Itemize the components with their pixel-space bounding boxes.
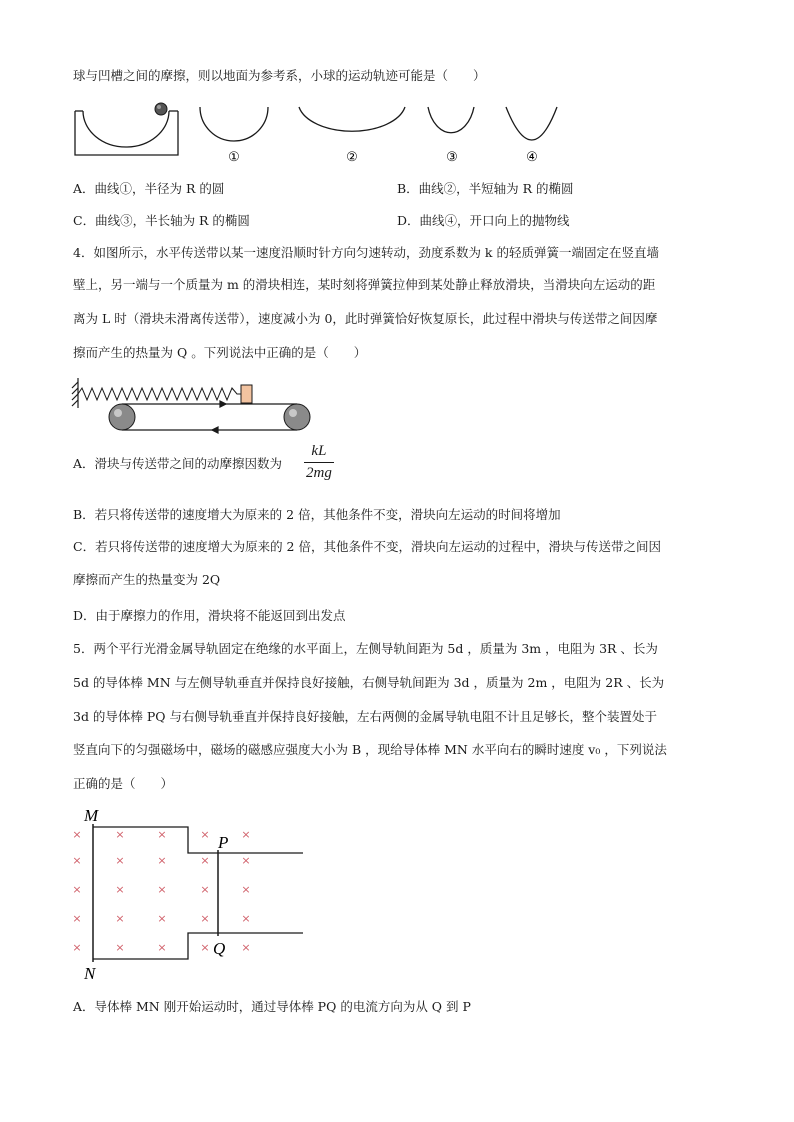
wall (72, 378, 78, 408)
q4-option-a-fraction (304, 443, 334, 482)
q3-stem-tail: 球与凹槽之间的摩擦，则以地面为参考系，小球的运动轨迹可能是（ ） (73, 68, 486, 83)
field-x-mark: × (115, 854, 125, 867)
field-x-mark: × (72, 912, 82, 925)
field-x-mark: × (200, 883, 210, 896)
fraction-denominator: 2mg (306, 465, 332, 481)
q5-option-a: A．导体棒 MN 刚开始运动时，通过导体棒 PQ 的电流方向为从 Q 到 P (73, 999, 471, 1014)
field-x-mark: × (72, 883, 82, 896)
q4-conveyor-figure (0, 372, 794, 442)
q3-option-b: B．曲线②，半短轴为 R 的椭圆 (397, 181, 574, 196)
q5-stem-line-3: 3d 的导体棒 PQ 与右侧导轨垂直并保持良好接触，左右两侧的金属导轨电阻不计且足够长，整个装置处于 (73, 709, 658, 724)
field-x-mark: × (200, 854, 210, 867)
field-x-mark: × (115, 828, 125, 841)
field-x-mark: × (115, 912, 125, 925)
field-x-mark: × (115, 941, 125, 954)
q3-trajectory-figure (0, 95, 794, 265)
label-m: M (84, 806, 99, 825)
q3-option-a: A．曲线①，半径为 R 的圆 (73, 181, 225, 196)
field-x-mark: × (200, 828, 210, 841)
right-roller (284, 404, 310, 430)
field-x-mark: × (241, 912, 251, 925)
label-p: P (218, 833, 229, 852)
q4-option-b: B．若只将传送带的速度增大为原来的 2 倍，其他条件不变，滑块向左运动的时间将增加 (73, 507, 561, 522)
field-x-mark: × (157, 883, 167, 896)
field-x-mark: × (200, 912, 210, 925)
field-x-mark: × (72, 854, 82, 867)
q4-stem-line-2: 壁上，另一端与一个质量为 m 的滑块相连，某时刻将弹簧拉伸到某处静止释放滑块，当滑块向左运动的距 (73, 277, 656, 292)
q5-stem-line-2: 5d 的导体棒 MN 与左侧导轨垂直并保持良好接触，右侧导轨间距为 3d ，质量为 2m ，电阻为 2R 、长为 (73, 675, 665, 690)
q5-stem-line-4: 竖直向下的匀强磁场中，磁场的磁感应强度大小为 B ，现给导体棒 MN 水平向右的瞬时速度 v₀ ，下列说法 (73, 742, 667, 757)
q4-option-d: D．由于摩擦力的作用，滑块将不能返回到出发点 (73, 608, 346, 623)
q4-stem-line-3: 离为 L 时（滑块未滑离传送带），速度减小为 0，此时弹簧恰好恢复原长，此过程中滑块与传送带之间因摩 (73, 311, 658, 326)
field-x-mark: × (241, 854, 251, 867)
field-x-mark: × (157, 828, 167, 841)
conveyor-belt (122, 401, 297, 433)
field-x-mark: × (200, 941, 210, 954)
field-x-mark: × (241, 828, 251, 841)
curve-label-2: ② (346, 150, 358, 165)
q5-stem-line-5: 正确的是（ ） (73, 776, 174, 791)
curve-1 (200, 107, 268, 141)
field-x-mark: × (241, 941, 251, 954)
field-x-mark: × (72, 828, 82, 841)
q5-stem-line-1: 5．两个平行光滑金属导轨固定在绝缘的水平面上，左侧导轨间距为 5d ，质量为 3m ，电阻为 3R 、长为 (73, 641, 658, 656)
fraction-bar (304, 462, 334, 463)
field-x-mark: × (157, 854, 167, 867)
spring (78, 388, 241, 400)
field-x-mark: × (157, 912, 167, 925)
left-roller (109, 404, 135, 430)
q4-stem-line-4: 擦而产生的热量为 Q 。下列说法中正确的是（ ） (73, 345, 367, 360)
q4-option-c-line-2: 摩擦而产生的热量变为 2Q (73, 572, 221, 587)
q4-option-a: A．滑块与传送带之间的动摩擦因数为 (73, 456, 283, 471)
ball (155, 103, 167, 115)
field-x-mark: × (157, 941, 167, 954)
curve-label-4: ④ (526, 150, 538, 165)
q5-rail-figure (0, 802, 794, 982)
q4-option-c-line-1: C．若只将传送带的速度增大为原来的 2 倍，其他条件不变，滑块向左运动的过程中，滑块与传送带之间因 (73, 539, 661, 554)
curve-4 (506, 107, 557, 140)
field-x-mark: × (115, 883, 125, 896)
curve-label-3: ③ (446, 150, 458, 165)
curve-label-1: ① (228, 150, 240, 165)
field-x-mark: × (241, 883, 251, 896)
groove-diagram (75, 111, 178, 155)
field-x-mark: × (72, 941, 82, 954)
label-n: N (84, 964, 96, 983)
fraction-numerator: kL (311, 443, 327, 459)
q3-option-c: C．曲线③，半长轴为 R 的椭圆 (73, 213, 250, 228)
curve-2 (299, 107, 405, 131)
curve-3 (428, 107, 474, 133)
q3-option-d: D．曲线④，开口向上的抛物线 (397, 213, 570, 228)
q4-stem-line-1: 4．如图所示，水平传送带以某一速度沿顺时针方向匀速转动，劲度系数为 k 的轻质弹簧一端固定在竖直墙 (73, 245, 659, 260)
label-q: Q (213, 939, 226, 958)
slider-block (241, 385, 252, 403)
